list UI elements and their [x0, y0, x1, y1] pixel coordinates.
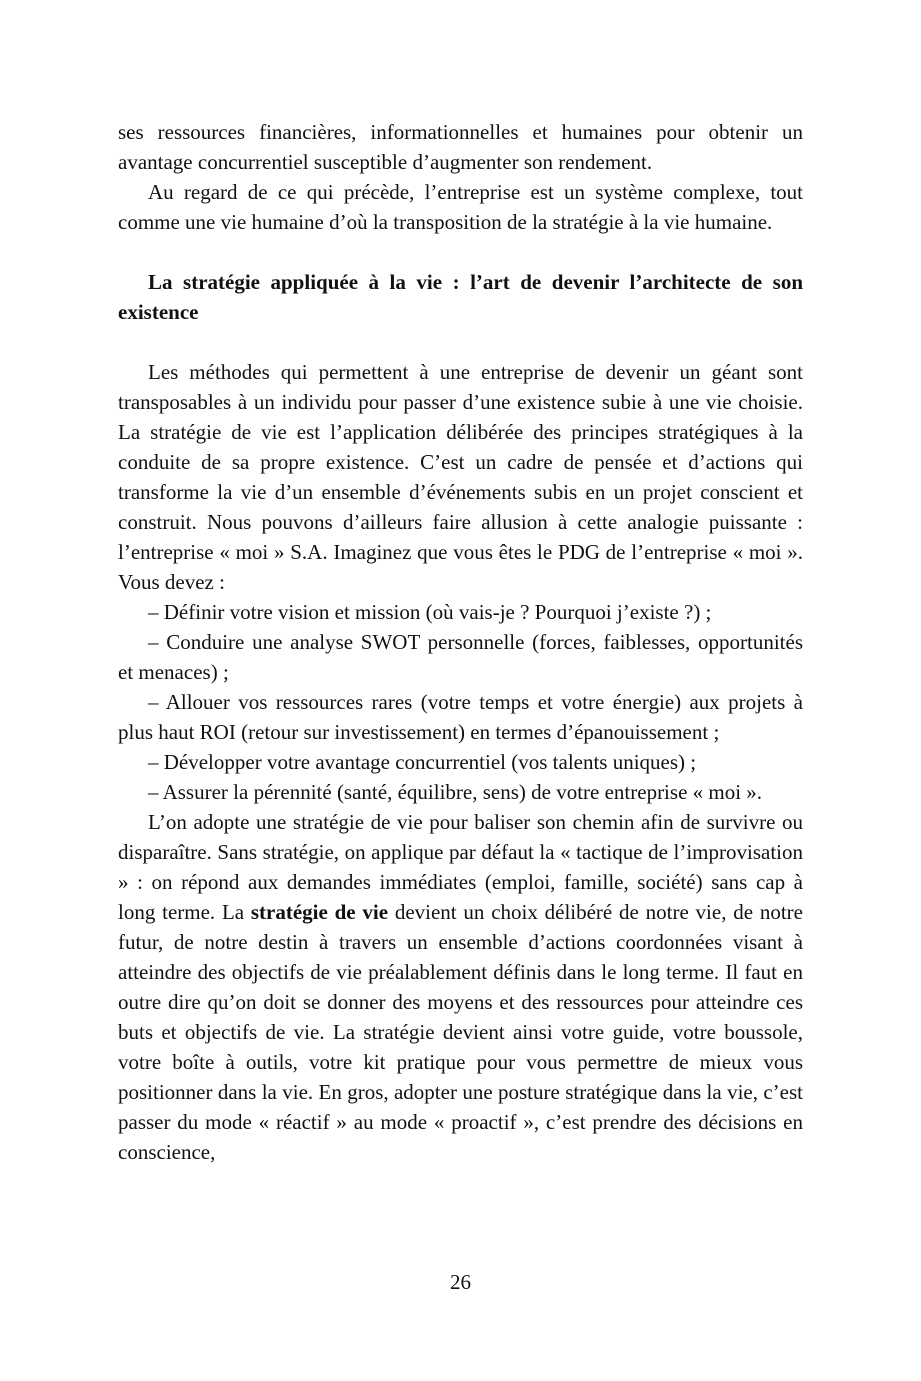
list-item-vision: – Définir votre vision et mission (où vais-je ? Pourquoi j’existe ?) ;	[148, 600, 712, 624]
paragraph-continuation: ses ressources financières, informationnelles et humaines pour obtenir un avantage concurrentiel susceptible d’augmenter son rendement.	[118, 120, 803, 174]
page-body	[118, 117, 803, 1167]
list-item-resources: – Allouer vos ressources rares (votre temps et votre énergie) aux projets à plus haut ROI (retour sur investissement) en termes d’épanouissement ;	[118, 690, 803, 744]
page-number: 26	[450, 1270, 471, 1294]
section-heading: La stratégie appliquée à la vie : l’art de devenir l’architecte de son existence	[118, 270, 803, 324]
list-item-advantage: – Développer votre avantage concurrentiel (vos talents uniques) ;	[148, 750, 697, 774]
list-item-swot: – Conduire une analyse SWOT personnelle (forces, faiblesses, opportunités et menaces) ;	[118, 630, 803, 684]
paragraph-methods: Les méthodes qui permettent à une entreprise de devenir un géant sont transposables à un individu pour passer d’une existence subie à une vie choisie. La stratégie de vie est l’application délibérée des principes stratégiques à la conduite de sa propre existence. C’est un cadre de pensée et d’actions qui transforme la vie d’un ensemble d’événements subis en un projet conscient et construit. Nous pouvons d’ailleurs faire allusion à cette analogie puissante : l’entreprise « moi » S.A. Imaginez que vous êtes le PDG de l’entreprise « moi ». Vous devez :	[118, 360, 803, 594]
bold-term-life-strategy: stratégie de vie	[250, 900, 389, 924]
paragraph-text-after: devient un choix délibéré de notre vie, de notre futur, de notre destin à travers un ensemble d’actions coordonnées visant à atteindre des objectifs de vie préalablement définis dans le long terme. Il faut en outre dire qu’on doit se donner des moyens et des ressources pour atteindre ces buts et objectifs de vie. La stratégie devient ainsi votre guide, votre boussole, votre boîte à outils, votre kit pratique pour vous permettre de mieux vous positionner dans la vie. En gros, adopter une posture stratégique dans la vie, c’est passer du mode « réactif » au mode « proactif », c’est prendre des décisions en conscience,	[118, 900, 803, 1164]
paragraph-text-before: L’on adopte une stratégie de vie pour baliser son chemin afin de survivre ou disparaître. Sans stratégie, on applique par défaut la « tactique de l’improvisation » : on répond aux demandes immédiates (emploi, famille, société) sans cap à long terme. La	[118, 810, 803, 924]
paragraph-life-strategy	[118, 807, 803, 1167]
paragraph-complex-system: Au regard de ce qui précède, l’entreprise est un système complexe, tout comme une vie humaine d’où la transposition de la stratégie à la vie humaine.	[118, 180, 803, 234]
list-item-sustainability: – Assurer la pérennité (santé, équilibre, sens) de votre entreprise « moi ».	[148, 780, 763, 804]
